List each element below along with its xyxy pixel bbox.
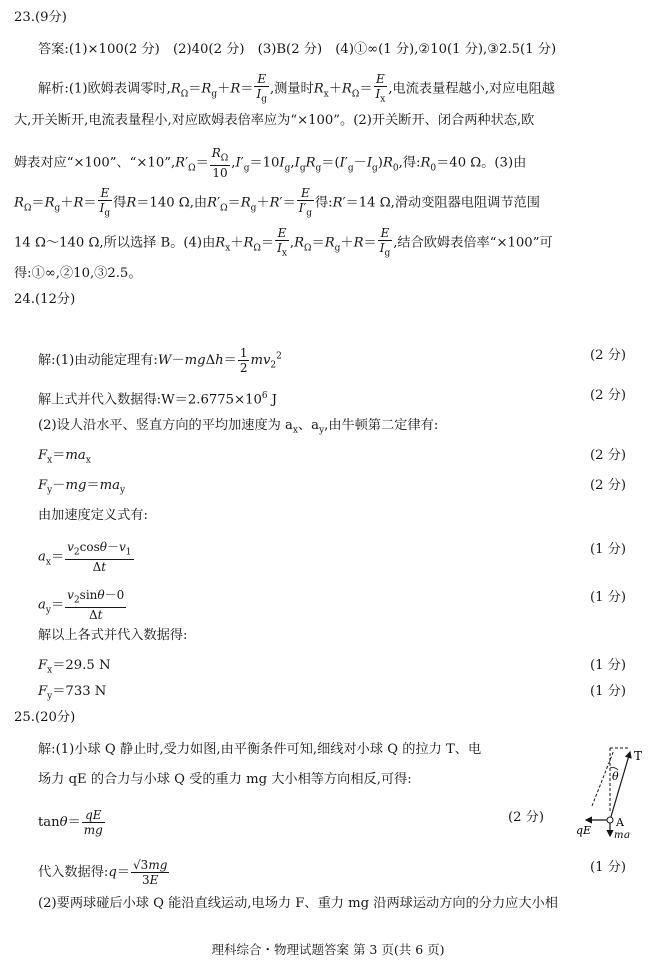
q24-line-6: 由加速度定义式有: (38, 508, 148, 523)
q24-line-5: $F_y-mg=ma_y$ (2 分) (38, 478, 626, 496)
q23-para-5: 14 Ω～140 Ω,所以选择 B。(4)由$R_x+R_\Omega=$ $\frac{E}{I_x}$ $,R_\Omega=R_g+R=$ $\frac{E}{I_g}$ ,结合欧姆表倍率“×100”可 (14, 226, 553, 259)
label-t: T (634, 749, 643, 763)
q24-line-7: $a_x=$ $\frac{v_2\cos\theta-v_1}{\Delta t}$ (1 分) (38, 540, 626, 575)
q23-answer: 答案:(1)×100(2 分) (2)40(2 分) (3)B(2 分) (4)①∞(1 分),②10(1 分),③2.5(1 分) (38, 42, 557, 57)
q25-header: 25.(20分) (14, 710, 76, 725)
q24-line-8: $a_y=$ $\frac{v_2\sin\theta-0}{\Delta t}$ (1 分) (38, 588, 626, 623)
q25-line-2: 场力 qE 的合力与小球 Q 受的重力 mg 大小相等方向相反,可得: (38, 772, 412, 787)
force-diagram (566, 742, 650, 838)
q24-line-4: $F_x=ma_x$ (2 分) (38, 448, 626, 466)
q23-para-3: 姆表对应“×100”、“$\times 10”,R'_\Omega=$ $\frac{R_\Omega}{10}$ $,I'_g=10I_g,I_gR_g=(I'_g-I_g)R_0$,得$:R_0=40$ Ω。(3)由 (14, 146, 527, 181)
q23-para-4: $R_\Omega=R_g+R=$ $\frac{E}{I_g}$ 得R＝140 Ω,由$R'_\Omega=R_g+R'=$ $\frac{E}{I'_g}$ 得:R′＝14 Ω,滑动变阻器电阻调节范围 (14, 186, 540, 219)
label-a: A (616, 816, 624, 829)
tension-arrow (610, 752, 630, 820)
q23-para-2: 大,开关断开,电流表量程小,对应欧姆表倍率应为“×100”。(2)开关断开、闭合两种状态,欧 (14, 113, 535, 128)
q24-line-11: $F_y=733$ N (1 分) (38, 684, 626, 702)
dashed-diagonal-line (592, 750, 614, 806)
q25-line-4: 代入数据得:q＝ $\frac{√3mg}{3E}$ (1 分) (38, 858, 626, 887)
q24-header: 24.(12分) (14, 292, 76, 307)
q24-line-3: (2)设人沿水平、竖直方向的平均加速度为 $a_x$、$a_y$,由牛顿第二定律有: (38, 418, 439, 436)
q25-line-3: tanθ＝ $\frac{qE}{mg}$ (2 分) (38, 808, 544, 837)
q24-line-2: 解上式并代入数据得$:W=2.6775\times 10^6$ J (2 分) (38, 388, 626, 408)
q24-line-1: 解:(1)由动能定理有:W－mgΔh＝ $\frac{1}{2}$ $mv_2^2$ (2 分) (38, 346, 626, 375)
ball-a (607, 817, 613, 823)
q23-header: 23.(9分) (14, 10, 67, 25)
force-diagram-svg (566, 742, 650, 838)
label-qe: qE (576, 824, 592, 837)
q24-line-10: $F_x=29.5$ N (1 分) (38, 658, 626, 676)
q25-line-5: (2)要两球碰后小球 Q 能沿直线运动,电场力 F、重力 mg 沿两球运动方向的分力应大小相 (38, 896, 558, 911)
q24-line-9: 解以上各式并代入数据得: (38, 628, 188, 643)
label-theta: θ (612, 770, 619, 783)
q23-para-6: 得:①∞,②10,③2.5。 (14, 266, 142, 281)
q23-para-1: 解析:(1)欧姆表调零时$,R_\Omega=R_g+R=$ $\frac{E}{I_g}$ ,测量时$R_x+R_\Omega=$ $\frac{E}{I_x}$ ,电流表量程越小,对应电阻越 (38, 72, 555, 105)
q25-line-1: 解:(1)小球 Q 静止时,受力如图,由平衡条件可知,细线对小球 Q 的拉力 T、电 (38, 742, 482, 757)
page-footer: 理科综合・物理试题答案 第 3 页(共 6 页) (211, 942, 445, 957)
label-mg: mg (614, 830, 630, 838)
